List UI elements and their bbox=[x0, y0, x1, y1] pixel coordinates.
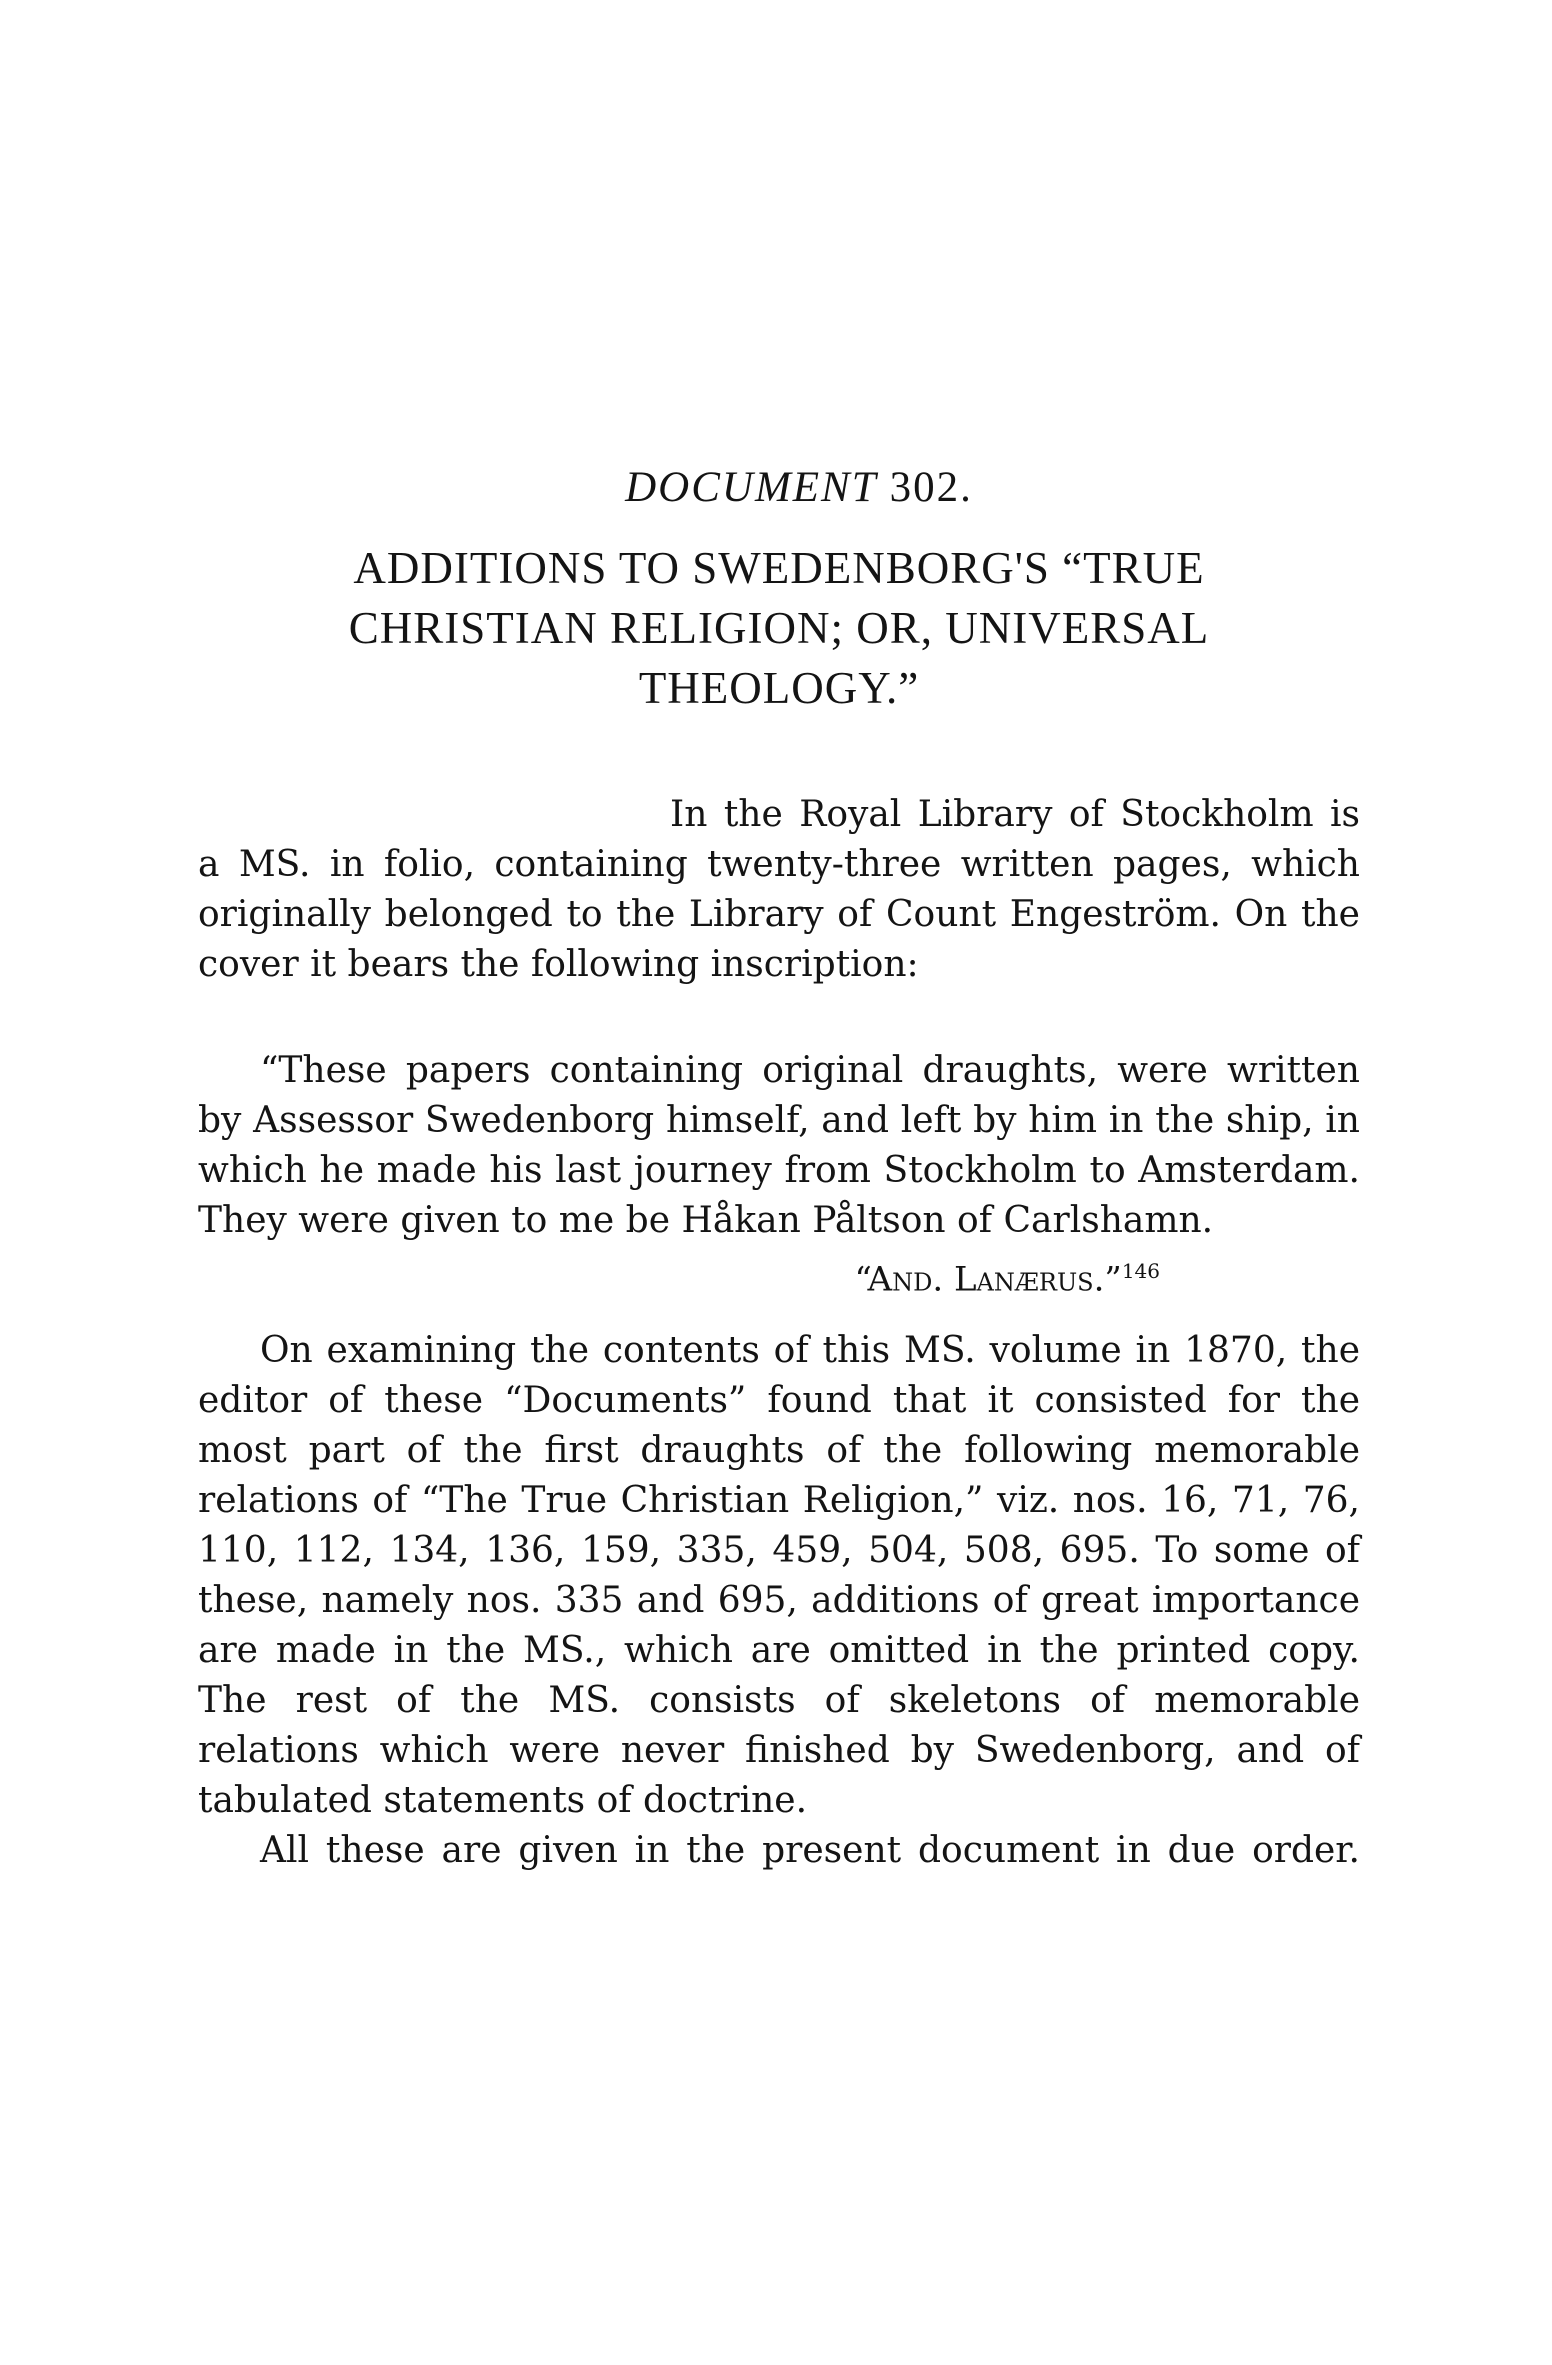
title-line-2: CHRISTIAN RELIGION; OR, UNIVERSAL bbox=[348, 603, 1210, 653]
footnote-marker: 146 bbox=[1121, 1259, 1160, 1283]
title-line-1: ADDITIONS TO SWEDENBORG'S “TRUE bbox=[353, 543, 1205, 593]
inscription-signature bbox=[198, 1246, 1360, 1304]
body-paragraph-1: On examining the contents of this MS. volume in 1870, the editor of these “Documents” found that it consisted for the most part of the first draughts of the following memorable relations of “The True Christian Religion,” viz. nos. 16, 71, 76, 110, 112, 134, 136, 159, 335, 459, 504, 508, 695. To some of these, namely nos. 335 and 695, additions of great importance are made in the MS., which are omitted in the printed copy. The rest of the MS. consists of skeletons of memorable relations which were never finished by Swedenborg, and of tabulated statements of doctrine. bbox=[198, 1330, 1360, 1822]
body-paragraph-2: All these are given in the present document in due order. bbox=[260, 1830, 1360, 1872]
title-line-3: THEOLOGY.” bbox=[638, 663, 920, 713]
document-label-word: DOCUMENT bbox=[625, 464, 877, 511]
intro-paragraph: In the Royal Library of Stockholm is a MS. in folio, containing twenty-three written pages, which originally belonged to the Library of Count Engeström. On the cover it bears the following inscription: bbox=[198, 794, 1360, 985]
inscription-quote: “These papers containing original draughts, were written by Assessor Swedenborg himself, and left by him in the ship, in which he made his last journey from Stockholm to Amsterdam. They were given to me be Håkan Påltson of Carlshamn. bbox=[198, 1050, 1360, 1241]
page bbox=[198, 462, 1360, 1876]
document-title bbox=[198, 538, 1360, 718]
document-label-number: 302. bbox=[889, 464, 973, 511]
signature-text: “And. Lanærus.” bbox=[854, 1259, 1122, 1300]
document-label bbox=[238, 462, 1360, 514]
